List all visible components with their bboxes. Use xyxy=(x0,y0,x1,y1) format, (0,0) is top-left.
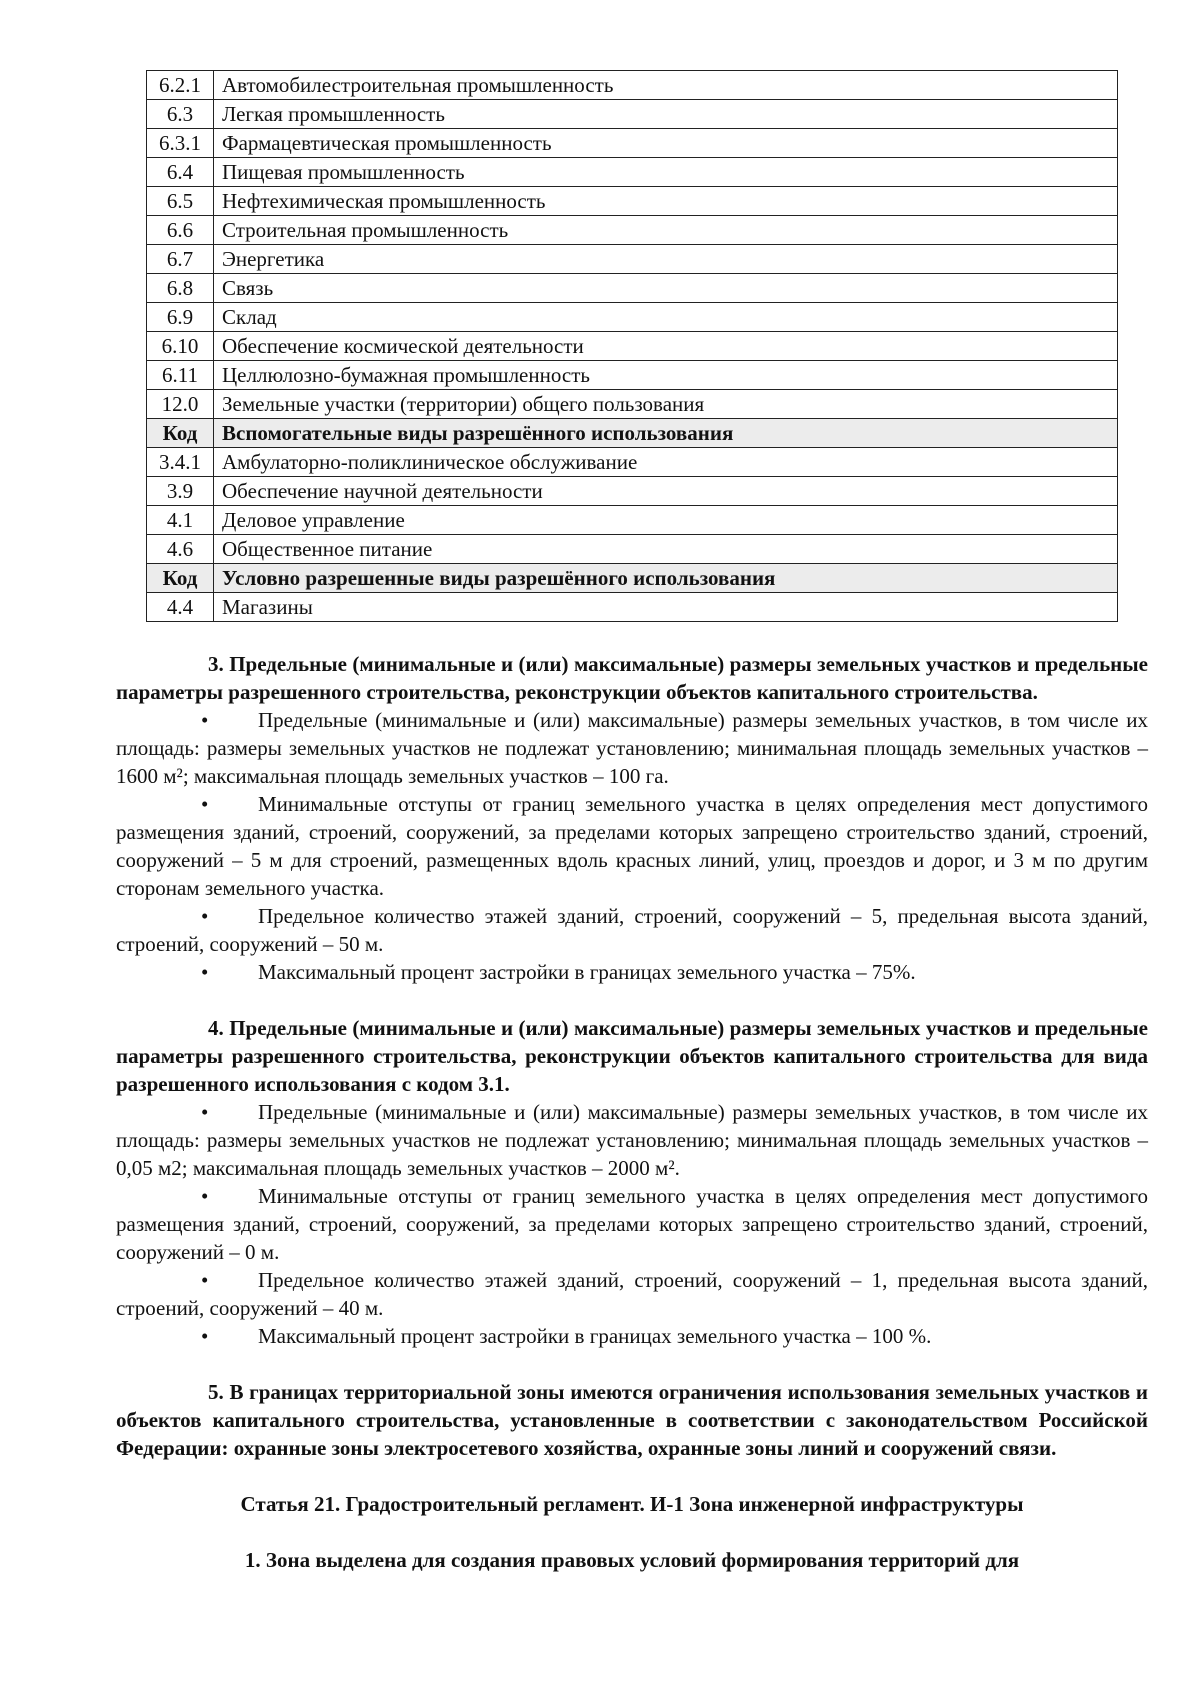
table-cell-code: 6.9 xyxy=(147,303,214,332)
table-cell-code: 4.6 xyxy=(147,535,214,564)
table-cell-name: Целлюлозно-бумажная промышленность xyxy=(214,361,1118,390)
table-cell-name: Фармацевтическая промышленность xyxy=(214,129,1118,158)
section-3-bullet-2: • Минимальные отступы от границ земельного участка в целях определения мест допустимого размещения зданий, строений, сооружений, за пределами которых запрещено строительство зданий, строений, сооружений – 5 м для строений, размещенных вдоль красных линий, улиц, проездов и дорог, и 3 м по другим сторонам земельного участка. xyxy=(116,792,1148,900)
table-row xyxy=(147,216,1118,245)
table-cell-code: Код xyxy=(147,419,214,448)
table-row xyxy=(147,245,1118,274)
spacer xyxy=(116,986,1148,1014)
table-row xyxy=(147,71,1118,100)
table-row xyxy=(147,448,1118,477)
table-cell-code: 6.10 xyxy=(147,332,214,361)
section-3-bullet-1: • Предельные (минимальные и (или) максимальные) размеры земельных участков, в том числе их площадь: размеры земельных участков не подлежат установлению; минимальная площадь земельных участков – 1600 м²; максимальная площадь земельных участков – 100 га. xyxy=(116,708,1148,788)
table-row xyxy=(147,303,1118,332)
table-cell-name: Амбулаторно-поликлиническое обслуживание xyxy=(214,448,1118,477)
table-cell-code: 3.9 xyxy=(147,477,214,506)
section-3-heading: 3. Предельные (минимальные и (или) максимальные) размеры земельных участков и предельные параметры разрешенного строительства, реконструкции объектов капитального строительства. xyxy=(116,652,1148,704)
article-title: Статья 21. Градостроительный регламент. И-1 Зона инженерной инфраструктуры xyxy=(240,1492,1024,1516)
table-row xyxy=(147,477,1118,506)
bullet-icon: • xyxy=(201,792,209,816)
table-cell-code: 4.1 xyxy=(147,506,214,535)
table-cell-name: Энергетика xyxy=(214,245,1118,274)
table-cell-name: Магазины xyxy=(214,593,1118,622)
section-4-bullet-2: • Минимальные отступы от границ земельного участка в целях определения мест допустимого размещения зданий, строений, сооружений, за пределами которых запрещено строительство зданий, строений, сооружений – 0 м. xyxy=(116,1184,1148,1264)
table-cell-name: Нефтехимическая промышленность xyxy=(214,187,1118,216)
table-row xyxy=(147,332,1118,361)
land-use-table xyxy=(146,70,1118,622)
table-cell-code: Код xyxy=(147,564,214,593)
table-header-row xyxy=(147,419,1118,448)
table-cell-name: Связь xyxy=(214,274,1118,303)
section-4-bullet-4: • Максимальный процент застройки в границах земельного участка – 100 %. xyxy=(201,1324,932,1348)
bullet-icon: • xyxy=(201,1268,209,1292)
table-cell-code: 6.3 xyxy=(147,100,214,129)
table-cell-code: 3.4.1 xyxy=(147,448,214,477)
table-cell-name: Склад xyxy=(214,303,1118,332)
table-cell-name: Условно разрешенные виды разрешённого использования xyxy=(214,564,1118,593)
table-row xyxy=(147,100,1118,129)
table-row xyxy=(147,390,1118,419)
table-header-row xyxy=(147,564,1118,593)
table-cell-name: Пищевая промышленность xyxy=(214,158,1118,187)
bullet-icon: • xyxy=(201,1324,209,1348)
table-cell-code: 12.0 xyxy=(147,390,214,419)
section-4-bullet-1: • Предельные (минимальные и (или) максимальные) размеры земельных участков, в том числе их площадь: размеры земельных участков не подлежат установлению; минимальная площадь земельных участков – 0,05 м2; максимальная площадь земельных участков – 2000 м². xyxy=(116,1100,1148,1180)
table-row xyxy=(147,129,1118,158)
bullet-icon: • xyxy=(201,1100,209,1124)
table-cell-name: Автомобилестроительная промышленность xyxy=(214,71,1118,100)
table-cell-code: 6.11 xyxy=(147,361,214,390)
table-cell-name: Легкая промышленность xyxy=(214,100,1118,129)
section-3-bullet-4: • Максимальный процент застройки в границах земельного участка – 75%. xyxy=(201,960,916,984)
table-cell-code: 6.6 xyxy=(147,216,214,245)
table-cell-code: 6.7 xyxy=(147,245,214,274)
spacer xyxy=(116,1462,1148,1490)
table-cell-name: Обеспечение научной деятельности xyxy=(214,477,1118,506)
table-cell-name: Вспомогательные виды разрешённого использования xyxy=(214,419,1118,448)
bullet-icon: • xyxy=(201,708,209,732)
bullet-icon: • xyxy=(201,960,209,984)
table-cell-code: 4.4 xyxy=(147,593,214,622)
article-paragraph-1: 1. Зона выделена для создания правовых условий формирования территорий для xyxy=(244,1548,1020,1572)
table-cell-name: Земельные участки (территории) общего пользования xyxy=(214,390,1118,419)
table-cell-name: Строительная промышленность xyxy=(214,216,1118,245)
table-row xyxy=(147,506,1118,535)
bullet-icon: • xyxy=(201,904,209,928)
table-row xyxy=(147,361,1118,390)
table-cell-code: 6.4 xyxy=(147,158,214,187)
table-cell-name: Общественное питание xyxy=(214,535,1118,564)
land-use-table-body xyxy=(147,71,1118,622)
table-row xyxy=(147,535,1118,564)
table-cell-code: 6.5 xyxy=(147,187,214,216)
document-text xyxy=(116,650,1148,1574)
spacer xyxy=(116,1350,1148,1378)
table-row xyxy=(147,593,1118,622)
table-cell-code: 6.3.1 xyxy=(147,129,214,158)
section-3-bullet-3: • Предельное количество этажей зданий, строений, сооружений – 5, предельная высота зданий, строений, сооружений – 50 м. xyxy=(116,904,1148,956)
table-row xyxy=(147,187,1118,216)
section-4-heading: 4. Предельные (минимальные и (или) максимальные) размеры земельных участков и предельные параметры разрешенного строительства, реконструкции объектов капитального строительства для вида разрешенного использования с кодом 3.1. xyxy=(116,1016,1148,1096)
table-row xyxy=(147,274,1118,303)
spacer xyxy=(116,1518,1148,1546)
bullet-icon: • xyxy=(201,1184,209,1208)
table-cell-name: Деловое управление xyxy=(214,506,1118,535)
table-cell-code: 6.2.1 xyxy=(147,71,214,100)
section-4-bullet-3: • Предельное количество этажей зданий, строений, сооружений – 1, предельная высота зданий, строений, сооружений – 40 м. xyxy=(116,1268,1148,1320)
table-cell-name: Обеспечение космической деятельности xyxy=(214,332,1118,361)
table-cell-code: 6.8 xyxy=(147,274,214,303)
section-5-heading: 5. В границах территориальной зоны имеются ограничения использования земельных участков и объектов капитального строительства, установленные в соответствии с законодательством Российской Федерации: охранные зоны электросетевого хозяйства, охранные зоны линий и сооружений связи. xyxy=(116,1380,1148,1460)
table-row xyxy=(147,158,1118,187)
